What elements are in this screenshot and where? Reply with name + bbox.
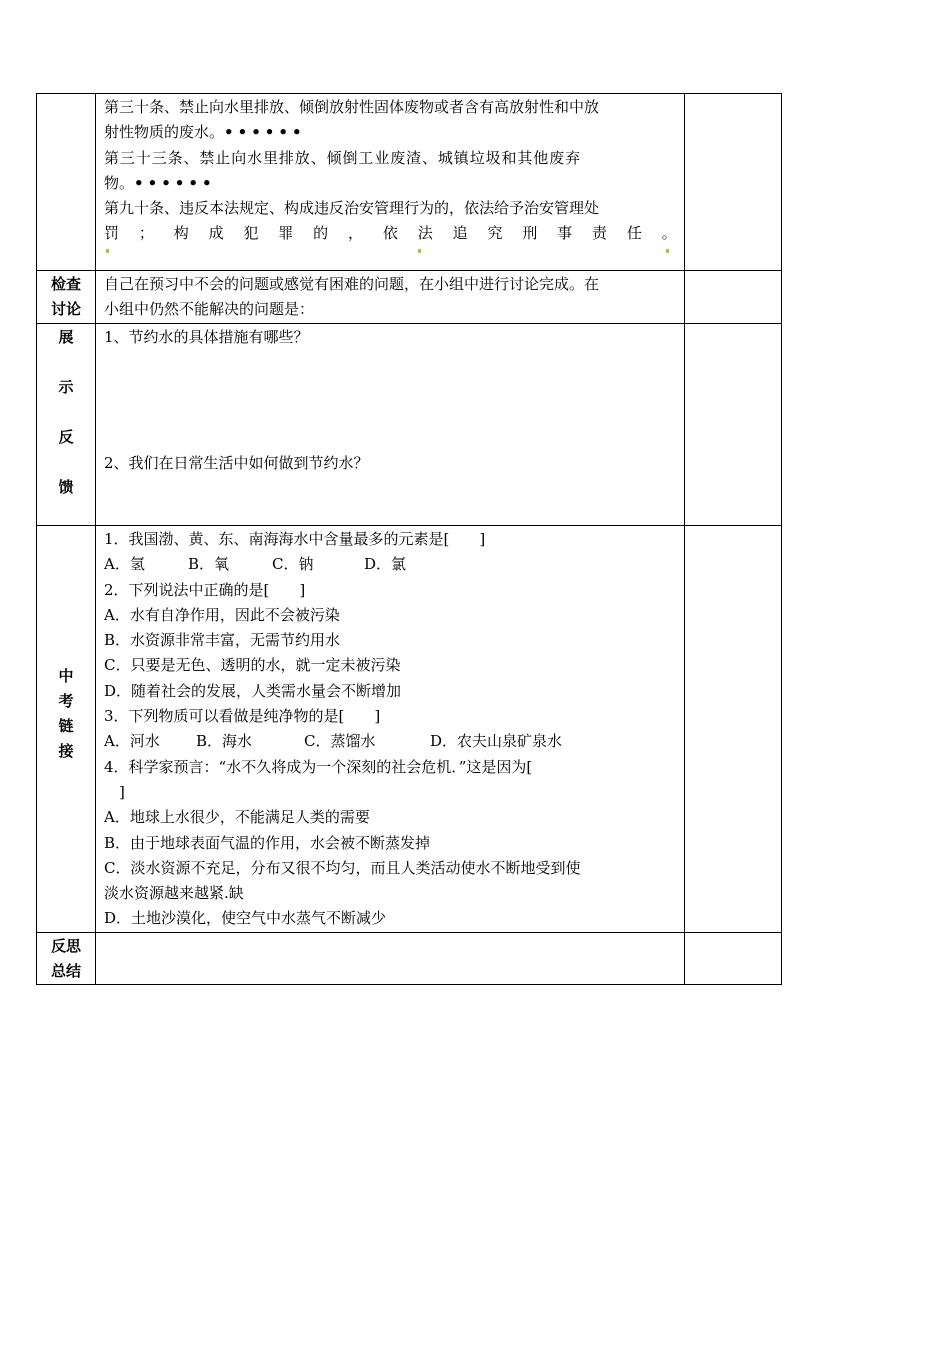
check-content-cell: [96, 271, 685, 324]
article90-line2-char: 法: [417, 224, 433, 243]
exam-q3-option: D．农夫山泉矿泉水: [430, 732, 563, 751]
reflect-label-line1: 反思: [50, 936, 81, 955]
law-label-cell: [37, 94, 96, 271]
article30-line1: 第三十条、禁止向水里排放、倾倒放射性固体废物或者含有高放射性和中放: [104, 98, 600, 116]
article33-line2: [104, 171, 677, 196]
exam-q4-option-b: B．由于地球表面气温的作用，水会被不断蒸发掉: [104, 833, 431, 852]
ellipsis-dots: ••••••: [224, 123, 306, 142]
marker-dot: [418, 249, 421, 253]
law-content-cell: [96, 94, 685, 271]
article90-line2-char: 任: [626, 224, 642, 243]
reflect-row: [37, 932, 782, 984]
exam-q1: 1．我国渤、黄、东、南海海水中含量最多的元素是[ ]: [104, 530, 486, 548]
marker-row: [104, 247, 677, 261]
exam-q3-option: C．蒸馏水: [304, 732, 376, 751]
exam-q2-option-d: D．随着社会的发展，人类需水量会不断增加: [104, 681, 402, 700]
exam-q3-options: [104, 729, 677, 754]
check-notes-cell: [685, 271, 782, 324]
exam-q4-line2: ]: [104, 782, 125, 801]
exam-q2-option-c: C．只要是无色、透明的水，就一定未被污染: [104, 656, 401, 675]
article90-line2-char: ；: [138, 224, 154, 243]
exam-q2: 2．下列说法中正确的是[ ]: [104, 580, 306, 599]
exam-label-char: 中: [58, 666, 74, 685]
exam-q1-options: [104, 552, 677, 577]
article33-text: 物。: [104, 173, 135, 192]
marker-dot: [106, 249, 109, 253]
exam-q3: 3．下列物质可以看做是纯净物的是[ ]: [104, 707, 381, 726]
exam-q1-option: A．氢: [104, 555, 145, 574]
exam-q4-option-a: A．地球上水很少，不能满足人类的需要: [104, 808, 370, 827]
ellipsis-dots: ••••••: [134, 173, 216, 192]
article30-text: 射性物质的废水。: [104, 123, 225, 142]
exam-q4-option-d: D．土地沙漠化，使空气中水蒸气不断减少: [104, 909, 387, 928]
article90-line2-char: 追: [452, 224, 468, 243]
article90-line1: 第九十条、违反本法规定、构成违反治安管理行为的，依法给予治安管理处: [104, 199, 600, 218]
article90-line2-char: 罚: [104, 224, 120, 243]
article33-line1: 第三十三条、禁止向水里排放、倾倒工业废渣、城镇垃圾和其他废弃: [104, 148, 582, 167]
exam-label-char: 考: [58, 691, 74, 710]
exam-q1-option: B．氧: [188, 555, 230, 574]
article90-line2-char: 刑: [522, 224, 538, 243]
article90-line2-char: ，: [348, 224, 364, 243]
article90-line2-char: 罪: [278, 224, 294, 243]
exam-q4-option-c-line1: C．淡水资源不充足，分布又很不均匀，而且人类活动使水不断地受到使: [104, 858, 581, 877]
article90-line2-char: 的: [313, 224, 329, 243]
display-label-cell: [37, 324, 96, 526]
law-row: [37, 94, 782, 271]
law-notes-cell: [685, 94, 782, 271]
display-question-2: 2、我们在日常生活中如何做到节约水？: [104, 454, 369, 473]
display-label-char: 展: [58, 328, 74, 346]
display-notes-cell: [685, 324, 782, 526]
display-content-cell: [96, 324, 685, 526]
display-label-char: 反: [58, 428, 74, 446]
reflect-label-line2: 总结: [50, 961, 81, 980]
reflect-notes-cell: [685, 932, 782, 984]
article90-line2-char: 事: [557, 224, 573, 243]
article90-line2-char: 犯: [243, 224, 259, 243]
exam-q1-option: D．氯: [364, 555, 407, 574]
check-text-line2: 小组中仍然不能解决的问题是：: [104, 300, 315, 319]
exam-row: [37, 526, 782, 933]
check-row: [37, 271, 782, 324]
article90-line2-char: 构: [173, 224, 189, 243]
check-label-cell: [37, 271, 96, 324]
article90-line2: [104, 221, 677, 246]
exam-q4-option-c-line2: 淡水资源越来越紧.缺: [104, 884, 244, 903]
exam-label-char: 接: [58, 741, 74, 760]
worksheet-table: [36, 93, 782, 985]
exam-notes-cell: [685, 526, 782, 933]
exam-label-char: 链: [58, 716, 74, 735]
display-label-char: 示: [58, 378, 74, 396]
article90-line2-char: 究: [487, 224, 503, 243]
display-question-1: 1、节约水的具体措施有哪些？: [104, 328, 309, 346]
article90-line2-char: 依: [382, 224, 398, 243]
exam-q4-line1: 4．科学家预言：“水不久将成为一个深刻的社会危机．”这是因为[: [104, 757, 533, 776]
display-label-char: 馈: [58, 478, 74, 496]
article90-line2-char: 责: [592, 224, 608, 243]
exam-q2-option-b: B．水资源非常丰富，无需节约用水: [104, 631, 341, 650]
exam-q3-option: A．河水: [104, 732, 160, 751]
exam-q1-option: C．钠: [272, 555, 314, 574]
display-row: [37, 324, 782, 526]
article30-line2: [104, 120, 677, 145]
exam-q3-option: B．海水: [196, 732, 253, 751]
article90-line2-char: 。: [661, 224, 677, 243]
worksheet: [36, 93, 781, 985]
article90-line2-char: 成: [208, 224, 224, 243]
reflect-label-cell: [37, 932, 96, 984]
exam-content-cell: [96, 526, 685, 933]
reflect-content-cell: [96, 932, 685, 984]
check-label-line1: 检查: [50, 275, 81, 293]
check-text-line1: 自己在预习中不会的问题或感觉有困难的问题，在小组中进行讨论完成。在: [104, 275, 600, 293]
exam-label-cell: [37, 526, 96, 933]
exam-q2-option-a: A．水有自净作用，因此不会被污染: [104, 605, 340, 624]
check-label-line2: 讨论: [50, 300, 81, 318]
marker-dot: [666, 249, 669, 253]
